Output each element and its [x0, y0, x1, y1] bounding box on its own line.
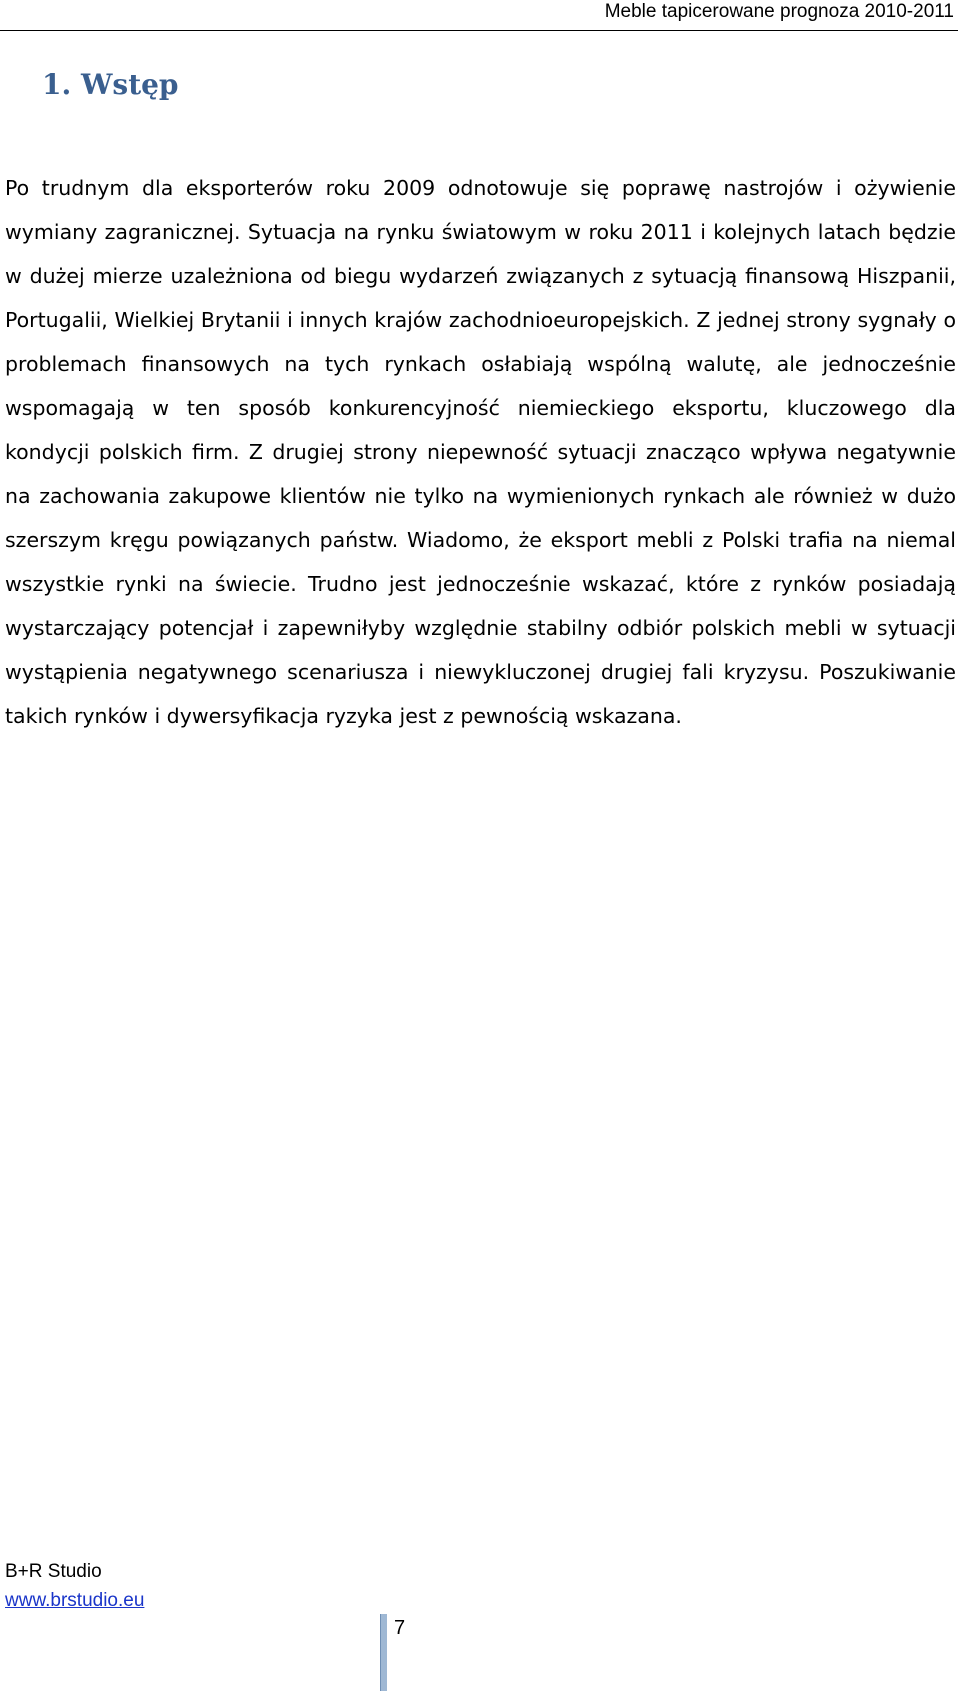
section-heading: 1. Wstęp: [42, 68, 179, 101]
page-number: 7: [394, 1617, 406, 1639]
document-title: Meble tapicerowane prognoza 2010-2011: [604, 1, 954, 22]
page-number-bar: [380, 1614, 387, 1691]
footer-website-link[interactable]: www.brstudio.eu: [5, 1590, 145, 1611]
page-header: [0, 0, 958, 31]
footer-company-name: B+R Studio: [5, 1561, 102, 1582]
body-paragraph: Po trudnym dla eksporterów roku 2009 odnotowuje się poprawę nastrojów i ożywienie wymiany zagranicznej. Sytuacja na rynku światowym w roku 2011 i kolejnych latach będzie w dużej mierze uzależniona od biegu wydarzeń związanych z sytuacją finansową Hiszpanii, Portugalii, Wielkiej Brytanii i innych krajów zachodnioeuropejskich. Z jednej strony sygnały o problemach finansowych na tych rynkach osłabiają wspólną walutę, ale jednocześnie wspomagają w ten sposób konkurencyjność niemieckiego eksportu, kluczowego dla kondycji polskich firm. Z drugiej strony niepewność sytuacji znacząco wpływa negatywnie na zachowania zakupowe klientów nie tylko na wymienionych rynkach ale również w dużo szerszym kręgu powiązanych państw. Wiadomo, że eksport mebli z Polski trafia na niemal wszystkie rynki na świecie. Trudno jest jednocześnie wskazać, które z rynków posiadają wystarczający potencjał i zapewniłyby względnie stabilny odbiór polskich mebli w sytuacji wystąpienia negatywnego scenariusza i niewykluczonej drugiej fali kryzysu. Poszukiwanie takich rynków i dywersyfikacja ryzyka jest z pewnością wskazana.: [5, 176, 956, 728]
